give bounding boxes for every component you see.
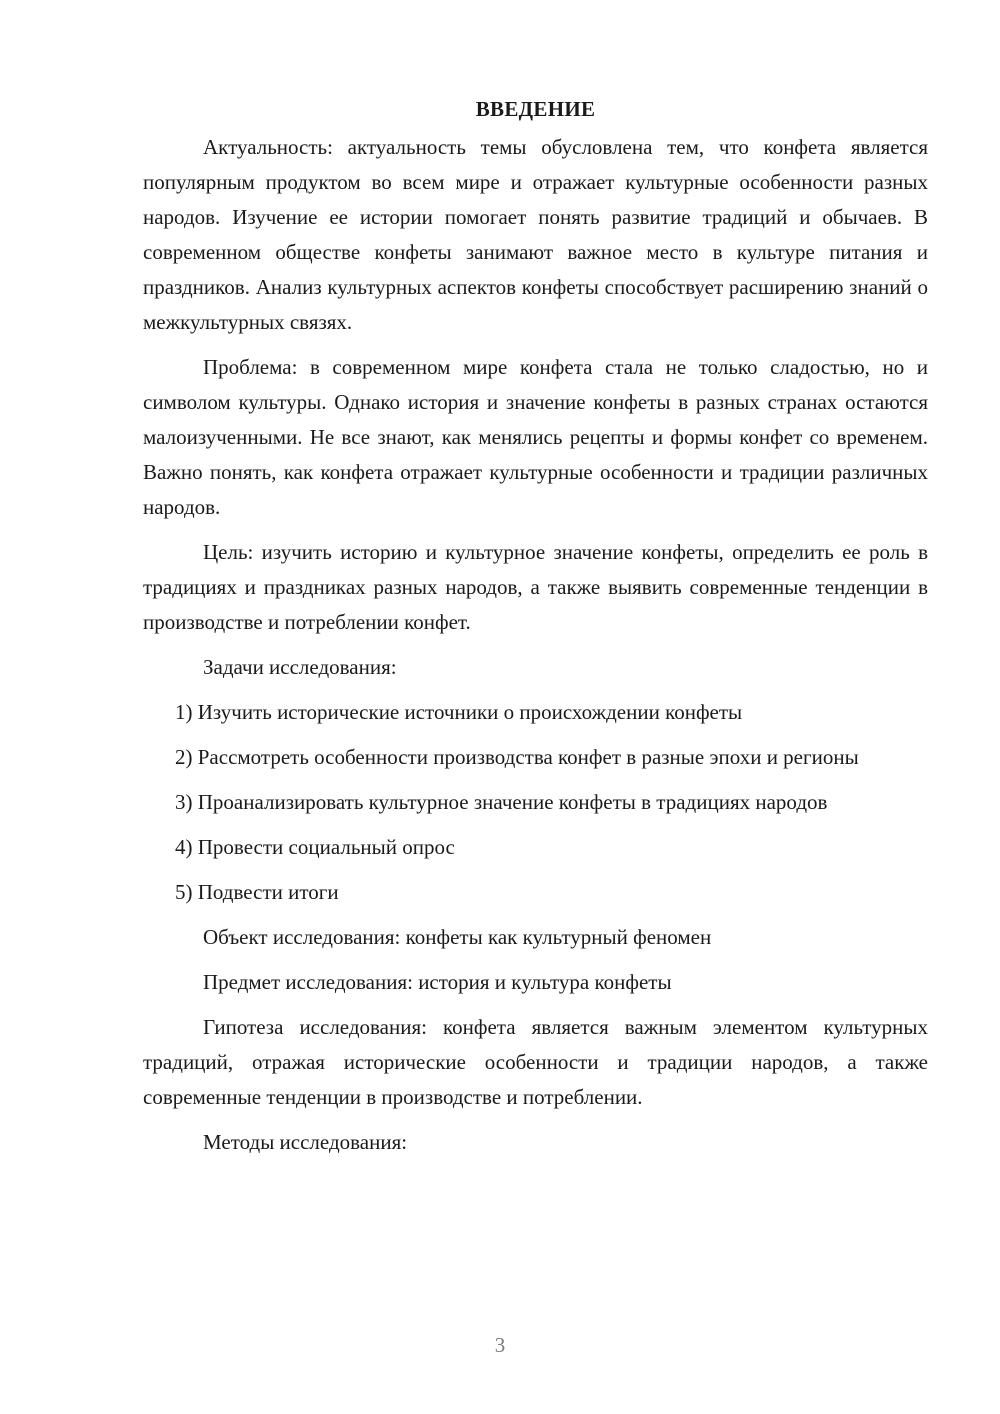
task-item-4: 4) Провести социальный опрос <box>175 835 455 859</box>
problem-paragraph: Проблема: в современном мире конфета стала не только сладостью, но и символом культуры. Однако история и значение конфеты в разных странах остаются малоизученными. Не все знают, как менялись рецепты и формы конфет со временем. Важно понять, как конфета отражает культурные особенности и традиции различных народов. <box>143 355 928 519</box>
task-item-1: 1) Изучить исторические источники о происхождении конфеты <box>175 700 743 724</box>
goal-paragraph: Цель: изучить историю и культурное значение конфеты, определить ее роль в традициях и праздниках разных народов, а также выявить современные тенденции в производстве и потреблении конфет. <box>143 540 928 634</box>
task-item-5: 5) Подвести итоги <box>175 880 339 904</box>
page-body <box>143 92 928 1170</box>
relevance-paragraph: Актуальность: актуальность темы обусловлена тем, что конфета является популярным продуктом во всем мире и отражает культурные особенности разных народов. Изучение ее истории помогает понять развитие традиций и обычаев. В современном обществе конфеты занимают важное место в культуре питания и праздников. Анализ культурных аспектов конфеты способствует расширению знаний о межкультурных связях. <box>143 135 928 334</box>
research-hypothesis: Гипотеза исследования: конфета является важным элементом культурных традиций, отражая исторические особенности и традиции народов, а также современные тенденции в производстве и потреблении. <box>143 1015 928 1109</box>
tasks-heading: Задачи исследования: <box>203 655 397 679</box>
research-object: Объект исследования: конфеты как культурный феномен <box>203 925 712 949</box>
section-title: ВВЕДЕНИЕ <box>475 97 596 121</box>
research-subject: Предмет исследования: история и культура конфеты <box>203 970 672 994</box>
task-item-2: 2) Рассмотреть особенности производства конфет в разные эпохи и регионы <box>175 745 859 769</box>
page-number: 3 <box>494 1333 506 1357</box>
task-item-3: 3) Проанализировать культурное значение конфеты в традициях народов <box>175 790 828 814</box>
research-methods: Методы исследования: <box>203 1130 408 1154</box>
